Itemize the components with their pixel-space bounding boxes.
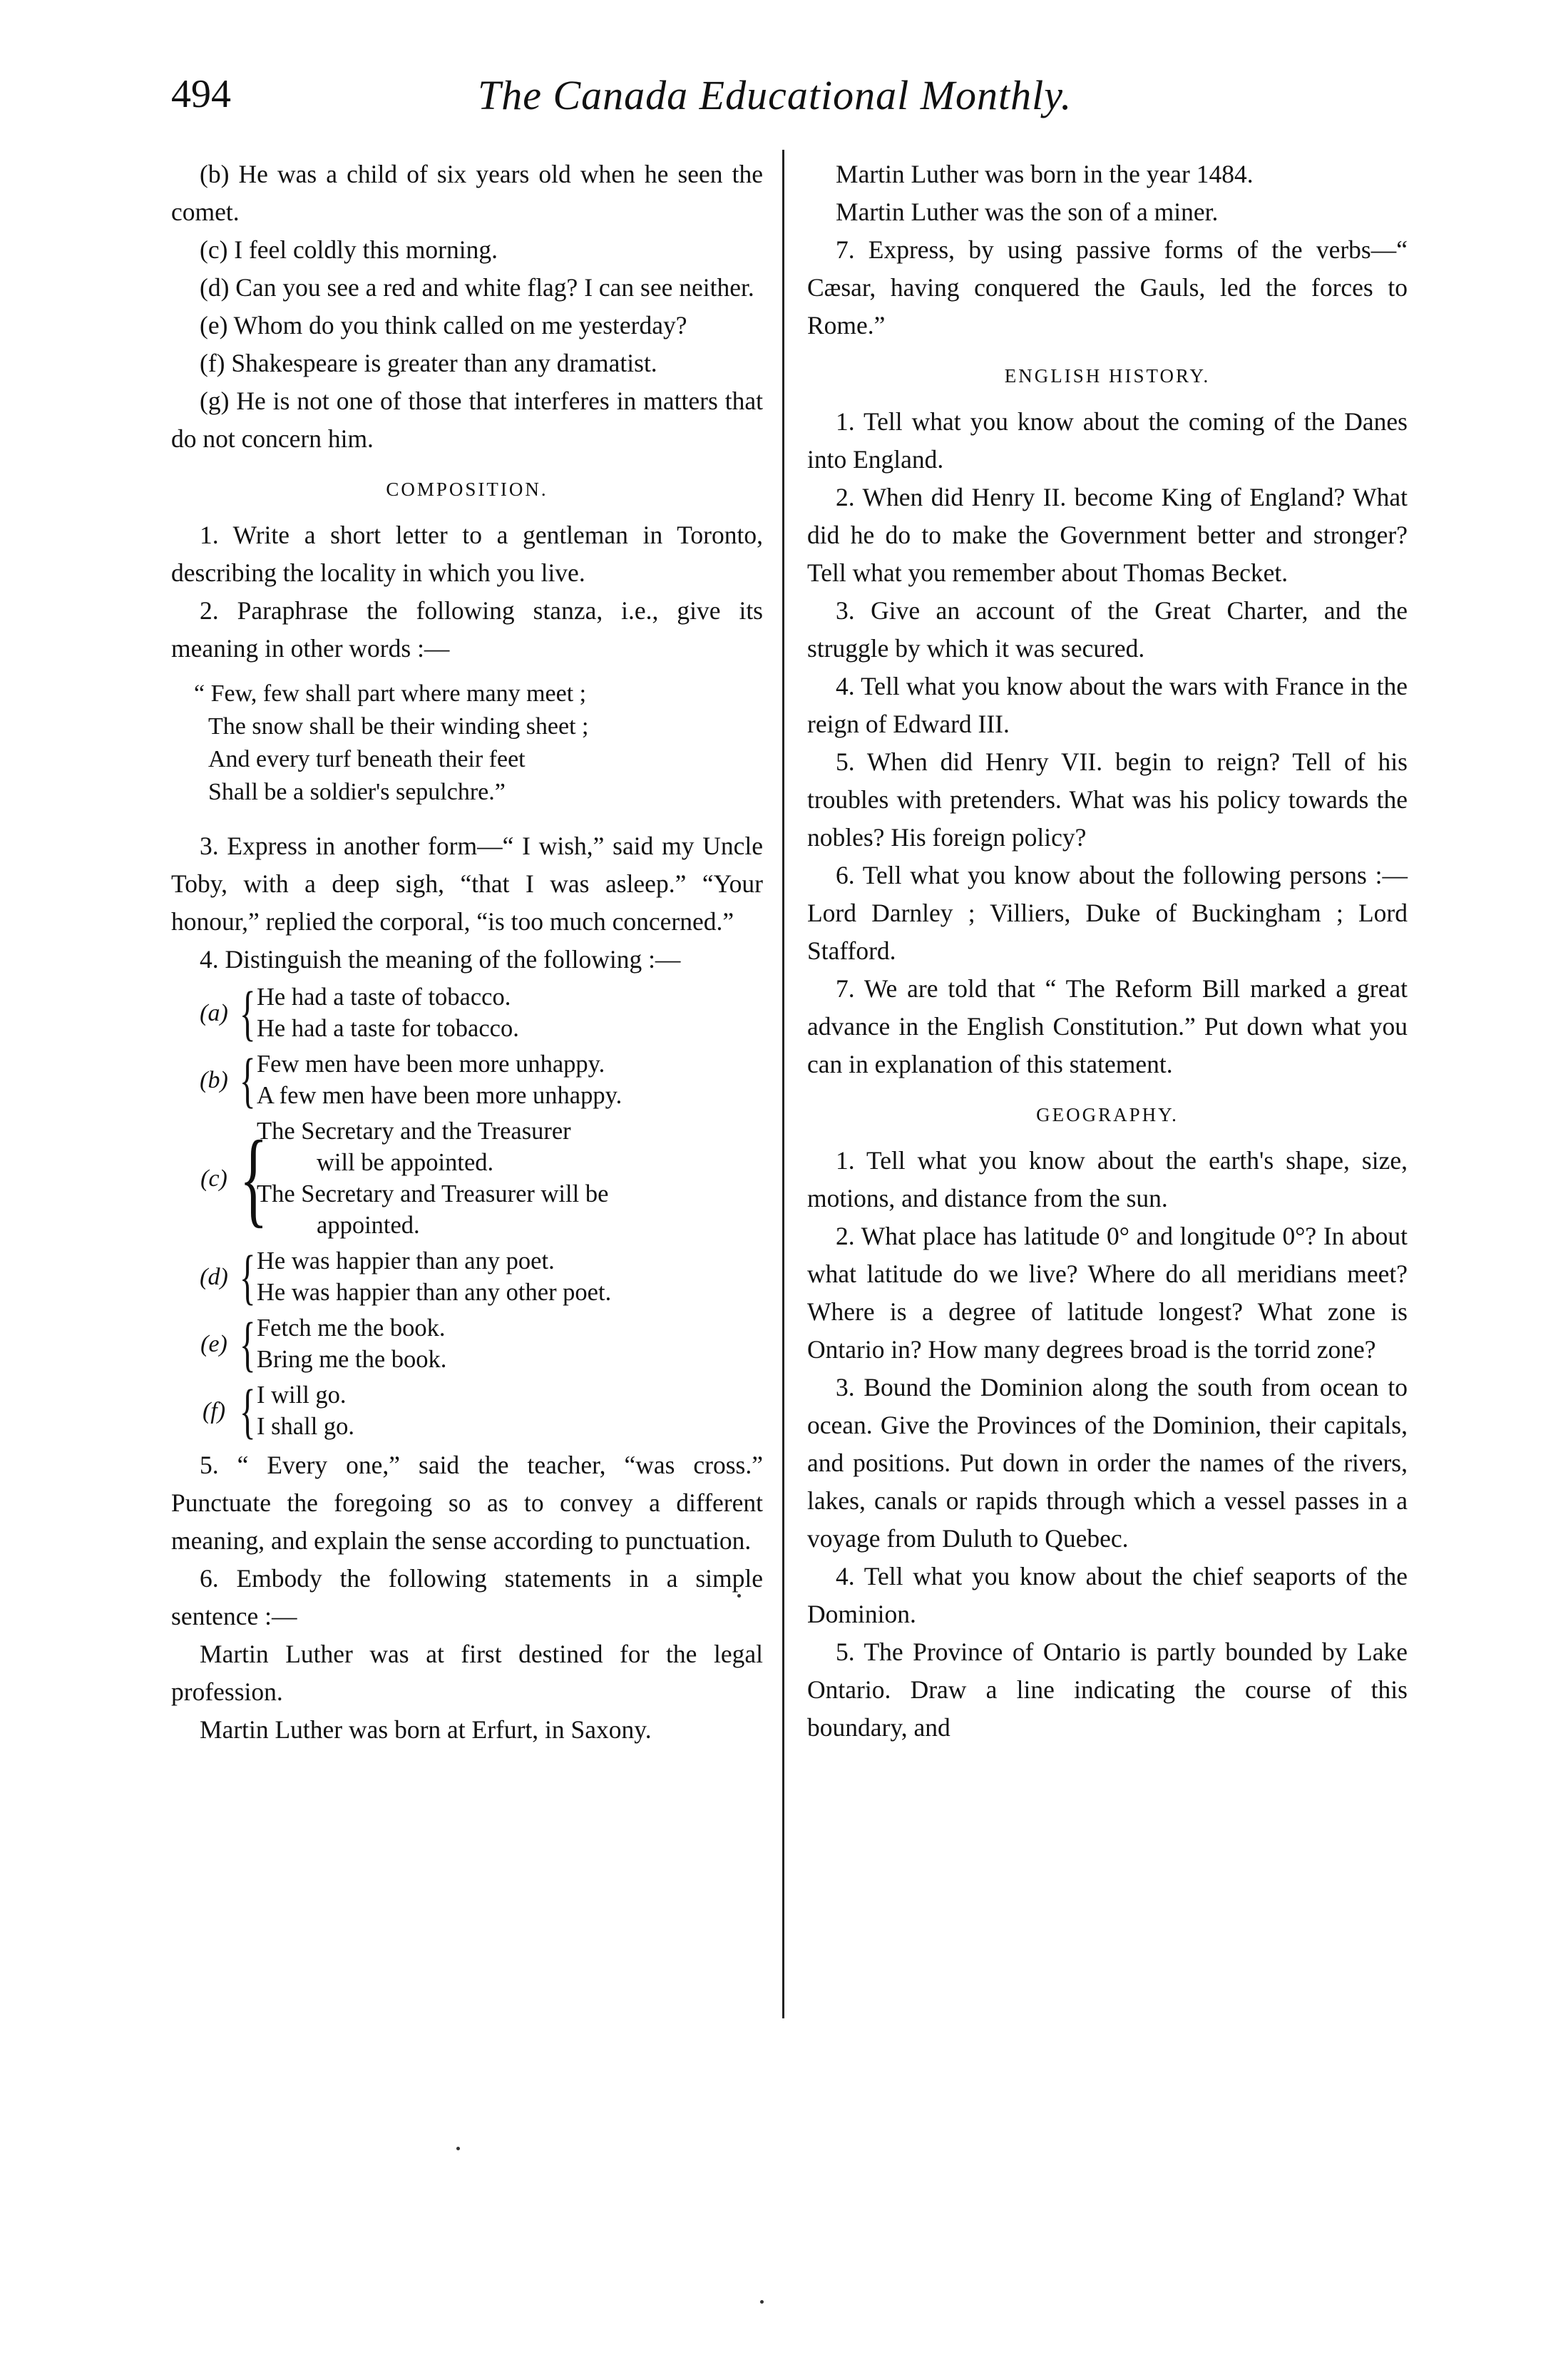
print-speck xyxy=(737,1594,741,1598)
pair-label: (a) xyxy=(200,999,228,1026)
history-question: 5. When did Henry VII. begin to reign? Tell of his troubles with pretenders. What was his policy towards the nobles? His foreign policy? xyxy=(807,747,1408,852)
geography-question: 2. What place has latitude 0° and longitude 0°? In about what latitude do we live? Where do all meridians meet? Where is a degree of latitude longest? What zone is Ontario in? How many degrees broad is the torrid zone? xyxy=(807,1222,1408,1364)
brace-icon: { xyxy=(239,1119,268,1237)
grammar-item: (e) Whom do you think called on me yesterday? xyxy=(200,311,687,339)
composition-question: 1. Write a short letter to a gentleman in Toronto, describing the locality in which you live. xyxy=(171,521,763,587)
pair-line: He was happier than any other poet. xyxy=(257,1279,612,1306)
brace-icon: { xyxy=(239,979,256,1047)
composition-question: 4. Distinguish the meaning of the following :— xyxy=(200,945,681,974)
sentence-pair xyxy=(193,1242,763,1311)
brace-icon: { xyxy=(239,1046,256,1114)
brace-icon: { xyxy=(239,1376,256,1445)
composition-question: 7. Express, by using passive forms of the verbs—“ Cæsar, having conquered the Gauls, led the forces to Rome.” xyxy=(807,235,1408,339)
pair-line: The Secretary and Treasurer will be xyxy=(257,1180,609,1207)
brace-icon: { xyxy=(239,1242,256,1311)
history-question: 6. Tell what you know about the following persons :—Lord Darnley ; Villiers, Duke of Buckingham ; Lord Stafford. xyxy=(807,861,1408,965)
statement: Martin Luther was the son of a miner. xyxy=(836,198,1219,226)
page-number: 494 xyxy=(171,72,231,116)
geography-question: 3. Bound the Dominion along the south from ocean to ocean. Give the Provinces of the Dominion, their capitals, and positions. Put down in order the names of the rivers, lakes, canals or rapids through which a vessel passes in a voyage from Duluth to Quebec. xyxy=(807,1373,1408,1553)
sentence-pair xyxy=(193,1115,763,1241)
composition-question: 5. “ Every one,” said the teacher, “was cross.” Punctuate the foregoing so as to convey a different meaning, and explain the sense according to punctuation. xyxy=(171,1451,763,1555)
sentence-pair xyxy=(193,979,763,1047)
geography-heading: GEOGRAPHY. xyxy=(1036,1104,1179,1125)
pair-line: Few men have been more unhappy. xyxy=(257,1051,605,1078)
history-question: 7. We are told that “ The Reform Bill marked a great advance in the English Constitution.” Put down what you can in explanation of this statement. xyxy=(807,974,1408,1078)
pair-line: He had a taste for tobacco. xyxy=(257,1015,519,1042)
pair-line: The Secretary and the Treasurer xyxy=(257,1118,571,1145)
pair-line: I will go. xyxy=(257,1381,347,1409)
geography-question: 4. Tell what you know about the chief seaports of the Dominion. xyxy=(807,1562,1408,1628)
print-speck xyxy=(456,2147,460,2150)
statement: Martin Luther was born in the year 1484. xyxy=(836,160,1254,188)
pair-label: (c) xyxy=(200,1165,227,1192)
sentence-pair xyxy=(193,1309,763,1378)
stanza-line: Shall be a soldier's sepulchre.” xyxy=(208,779,506,805)
pair-label: (e) xyxy=(200,1330,227,1357)
pair-line: A few men have been more unhappy. xyxy=(257,1082,622,1109)
pair-line: will be appointed. xyxy=(317,1149,494,1176)
grammar-item: (g) He is not one of those that interferes in matters that do not concern him. xyxy=(171,387,763,453)
pair-label: (d) xyxy=(200,1263,228,1290)
page-header xyxy=(171,71,1412,128)
statement: Martin Luther was at first destined for the legal profession. xyxy=(171,1640,763,1706)
pair-line: Fetch me the book. xyxy=(257,1314,446,1342)
grammar-item: (b) He was a child of six years old when he seen the comet. xyxy=(171,160,763,226)
stanza-line: “ Few, few shall part where many meet ; xyxy=(194,680,587,707)
running-title: The Canada Educational Monthly. xyxy=(478,72,1072,118)
english-history-heading: ENGLISH HISTORY. xyxy=(1004,365,1211,387)
grammar-item: (d) Can you see a red and white flag? I can see neither. xyxy=(200,273,754,302)
geography-question: 1. Tell what you know about the earth's shape, size, motions, and distance from the sun. xyxy=(807,1146,1408,1212)
column-divider xyxy=(782,150,784,2018)
stanza-line: The snow shall be their winding sheet ; xyxy=(208,713,589,740)
brace-icon: { xyxy=(239,1309,256,1378)
history-question: 3. Give an account of the Great Charter, and the struggle by which it was secured. xyxy=(807,596,1408,663)
stanza-line: And every turf beneath their feet xyxy=(208,746,526,772)
sentence-pair xyxy=(193,1376,763,1445)
history-question: 1. Tell what you know about the coming of the Danes into England. xyxy=(807,407,1408,474)
stanza xyxy=(194,678,763,809)
pair-line: Bring me the book. xyxy=(257,1346,447,1373)
composition-question: 3. Express in another form—“ I wish,” said my Uncle Toby, with a deep sigh, “that I was asleep.” “Your honour,” replied the corporal, “is too much concerned.” xyxy=(171,832,763,936)
pair-line: appointed. xyxy=(317,1212,420,1239)
right-column xyxy=(807,155,1408,1747)
grammar-item: (c) I feel coldly this morning. xyxy=(200,235,498,264)
composition-question: 2. Paraphrase the following stanza, i.e., give its meaning in other words :— xyxy=(171,596,763,663)
pair-line: He had a taste of tobacco. xyxy=(257,984,511,1011)
geography-question: 5. The Province of Ontario is partly bounded by Lake Ontario. Draw a line indicating the course of this boundary, and xyxy=(807,1638,1408,1742)
composition-heading: COMPOSITION. xyxy=(386,479,548,500)
sentence-pair xyxy=(193,1046,763,1114)
history-question: 2. When did Henry II. become King of England? What did he do to make the Government better and stronger? Tell what you remember about Thomas Becket. xyxy=(807,483,1408,587)
history-question: 4. Tell what you know about the wars with France in the reign of Edward III. xyxy=(807,672,1408,738)
grammar-item: (f) Shakespeare is greater than any dramatist. xyxy=(200,349,657,377)
print-speck xyxy=(760,2300,764,2304)
pair-line: I shall go. xyxy=(257,1413,355,1440)
composition-question: 6. Embody the following statements in a simple sentence :— xyxy=(171,1564,763,1630)
statement: Martin Luther was born at Erfurt, in Saxony. xyxy=(200,1715,652,1744)
left-column xyxy=(171,155,763,1749)
pair-label: (b) xyxy=(200,1066,228,1093)
pair-line: He was happier than any poet. xyxy=(257,1247,555,1274)
pair-label: (f) xyxy=(202,1397,226,1424)
